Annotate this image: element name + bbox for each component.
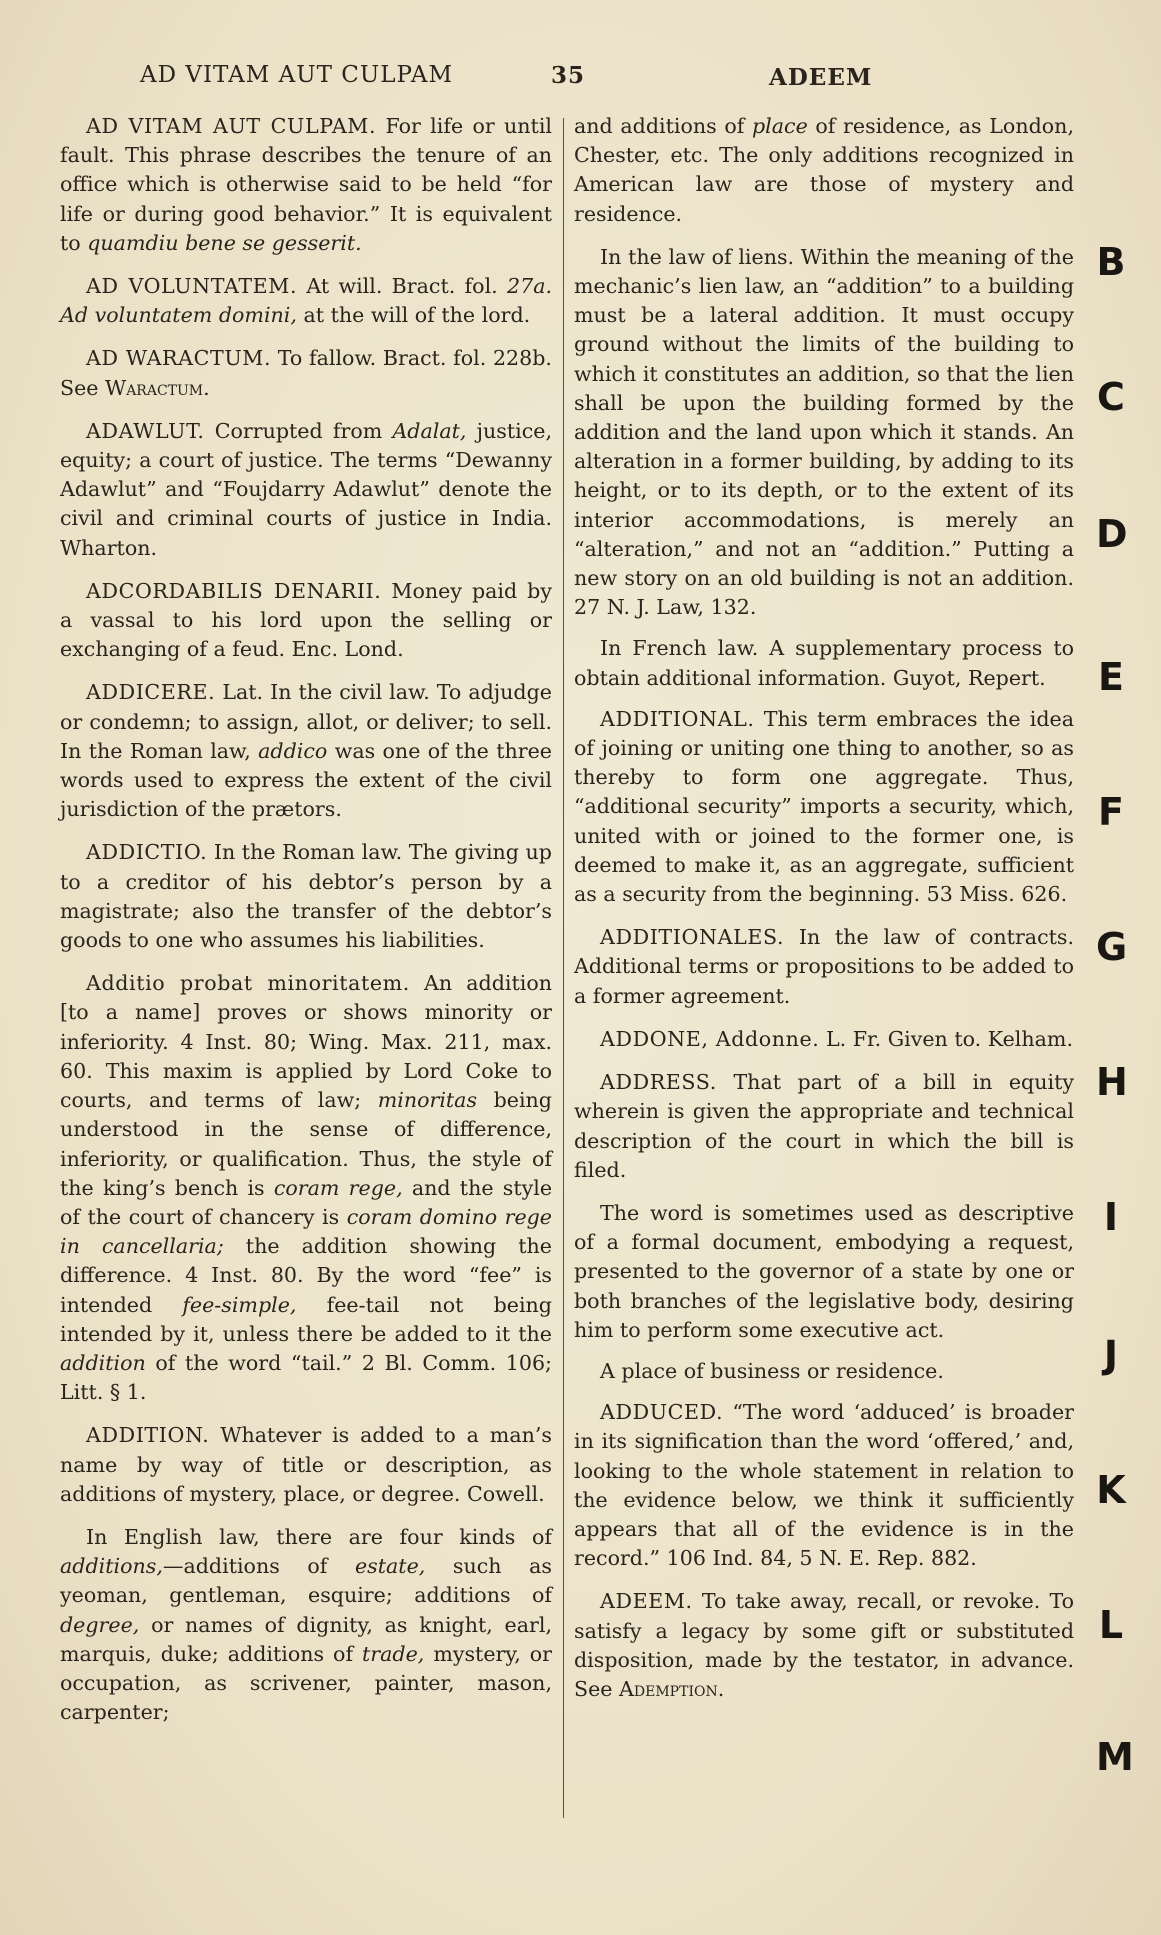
- page-number: 35: [551, 62, 586, 89]
- entry-headword: ADDITIONALES.: [600, 925, 785, 950]
- entry-headword: ADAWLUT.: [86, 418, 205, 443]
- entry-headword: ADCORDABILIS DENARII.: [86, 578, 382, 603]
- entry-text: and additions of: [574, 114, 752, 138]
- entry-headword: ADDITION.: [86, 1423, 210, 1448]
- italic-text: estate,: [355, 1554, 426, 1579]
- italic-text: coram domino rege in cancellaria;: [60, 1204, 552, 1259]
- italic-text: degree,: [60, 1612, 140, 1637]
- entry-text: To fallow. Bract. fol. 228b. See: [60, 346, 552, 400]
- entry-headword: ADDITIONAL.: [600, 706, 755, 731]
- dictionary-entry: [60, 344, 552, 402]
- entry-text: mystery, or occupation, as scrivener, painter, mason, carpenter;: [60, 1641, 552, 1725]
- entry-text: An addition [to a name] proves or shows minority or inferiority. 4 Inst. 80; Wing. Max. 211, max. 60. This maxim is applied by Lord Coke to courts, and terms of law;: [60, 971, 553, 1113]
- entry-headword: ADDONE, Addonne.: [600, 1026, 820, 1051]
- dictionary-entry: [60, 112, 552, 258]
- thumb-index-letter[interactable]: F: [1098, 790, 1124, 834]
- header-left-guide-word: AD VITAM AUT CULPAM: [140, 62, 454, 88]
- entry-text: —additions of: [162, 1554, 355, 1579]
- entry-paragraph: [574, 112, 1074, 229]
- entry-text: In the Roman law. The giving up to a creditor of his debtor’s person by a magistrate; also the transfer of the debtor’s goods to one who assumes his liabilities.: [60, 840, 552, 953]
- entry-text: At will. Bract. fol.: [297, 274, 507, 299]
- entry-text: of the word “tail.” 2 Bl. Comm. 106; Litt. § 1.: [60, 1350, 552, 1405]
- italic-text: quamdiu bene se gesserit.: [87, 230, 362, 255]
- entry-text: Lat. In the civil law. To adjudge or condemn; to assign, allot, or deliver; to sell. In the Roman law,: [60, 680, 552, 763]
- right-column: [574, 112, 1074, 1718]
- entry-text: L. Fr. Given to. Kelham.: [819, 1026, 1073, 1051]
- entry-text: To take away, recall, or revoke. To satisfy a legacy by some gift or substituted disposition, made by the testator, in advance. See: [574, 1589, 1074, 1701]
- entry-text: Money paid by a vassal to his lord upon the selling or exchanging of a feud. Enc. Lond.: [60, 578, 552, 662]
- italic-text: minoritas: [377, 1088, 478, 1113]
- entry-text: Corrupted from: [204, 418, 393, 443]
- italic-text: Adalat,: [392, 418, 467, 443]
- entry-text: fee-tail not being intended by it, unless there be added to it the: [60, 1292, 552, 1346]
- entry-headword: AD WARACTUM.: [86, 346, 272, 371]
- thumb-index-letter[interactable]: E: [1098, 655, 1124, 699]
- entry-text: the addition showing the difference. 4 Inst. 80. By the word “fee” is intended: [60, 1234, 552, 1317]
- italic-text: trade,: [362, 1641, 425, 1666]
- italic-text: place: [751, 114, 808, 138]
- running-head: [0, 58, 1161, 98]
- entry-text: being understood in the sense of difference, inferiority, or qualification. Thus, the style of the king’s bench is: [60, 1088, 552, 1200]
- entry-text: of residence, as London, Chester, etc. The only additions recognized in American law are those of mystery and residence.: [574, 114, 1074, 226]
- thumb-index-letter[interactable]: M: [1096, 1735, 1134, 1779]
- entry-headword: ADDUCED.: [600, 1400, 724, 1425]
- entry-text: A place of business or residence.: [600, 1358, 944, 1383]
- dictionary-entry: [574, 1587, 1074, 1704]
- dictionary-entry: [574, 1025, 1074, 1054]
- entry-paragraph: [574, 1199, 1074, 1345]
- entry-text: such as yeoman, gentleman, esquire; additions of: [60, 1554, 552, 1608]
- thumb-index-letter[interactable]: D: [1096, 512, 1128, 556]
- cross-reference: Waractum.: [105, 375, 210, 400]
- entry-text: In English law, there are four kinds of: [86, 1524, 552, 1549]
- entry-paragraph: [574, 243, 1074, 623]
- entry-text: and the style of the court of chancery is: [60, 1175, 553, 1229]
- entry-headword: ADDICERE.: [86, 680, 216, 705]
- entry-headword: AD VITAM AUT CULPAM.: [86, 114, 377, 138]
- entry-text: justice, equity; a court of justice. The terms “Dewanny Adawlut” and “Foujdarry Adawlut” denote the civil and criminal courts of justice in India. Wharton.: [60, 418, 552, 560]
- thumb-index-letter[interactable]: G: [1096, 925, 1128, 969]
- entry-text: at the will of the lord.: [296, 303, 531, 328]
- entry-headword: Additio probat minoritatem.: [86, 971, 410, 996]
- entry-headword: ADDRESS.: [600, 1070, 717, 1095]
- italic-text: 27a.: [506, 274, 553, 299]
- italic-text: additions,: [60, 1554, 163, 1579]
- cross-reference: Ademption.: [619, 1676, 725, 1701]
- entry-text: The word is sometimes used as descriptive of a formal document, embodying a request, presented to the governor of a state by one or both branches of the legislative body, desiring him to perform some executive act.: [574, 1200, 1074, 1342]
- header-right-guide-word: ADEEM: [769, 64, 873, 91]
- column-divider: [563, 118, 564, 1818]
- dictionary-entry: [60, 678, 552, 824]
- italic-text: coram rege,: [273, 1175, 403, 1200]
- entry-paragraph: [60, 1523, 552, 1727]
- dictionary-entry: [60, 838, 552, 955]
- italic-text: addico: [258, 738, 328, 763]
- entry-text: In French law. A supplementary process to obtain additional information. Guyot, Repert.: [574, 636, 1074, 690]
- entry-text: This term embraces the idea of joining or uniting one thing to another, so as thereby to form one aggregate. Thus, “additional security” imports a security, which, united with or joined to the former one, is deemed to make it, as an aggregate, sufficient as a security from the beginning. 53 Miss. 626.: [574, 706, 1074, 907]
- dictionary-entry: [574, 1068, 1074, 1185]
- dictionary-entry: [574, 1398, 1074, 1573]
- entry-headword: ADEEM.: [600, 1589, 693, 1614]
- thumb-index-letter[interactable]: K: [1096, 1468, 1126, 1512]
- entry-text: That part of a bill in equity wherein is given the appropriate and technical description of the court in which the bill is filed.: [574, 1070, 1074, 1182]
- entry-paragraph: [574, 1357, 1074, 1386]
- thumb-index-letter[interactable]: I: [1103, 1195, 1119, 1239]
- entry-text: “The word ‘adduced’ is broader in its signification than the word ‘offered,’ and, looking to the whole statement in relation to the evidence below, we think it sufficiently appears that all of the evidence is in the record.” 106 Ind. 84, 5 N. E. Rep. 882.: [574, 1400, 1074, 1571]
- entry-text: or names of dignity, as knight, earl, marquis, duke; additions of: [60, 1612, 552, 1666]
- thumb-index-letter[interactable]: J: [1103, 1333, 1119, 1377]
- thumb-index-letter[interactable]: L: [1098, 1603, 1124, 1647]
- dictionary-entry: [60, 272, 552, 330]
- dictionary-entry: [60, 1421, 552, 1509]
- dictionary-entry: [60, 577, 552, 665]
- entry-text: Whatever is added to a man’s name by way of title or description, as additions of mystery, place, or degree. Cowell.: [60, 1423, 552, 1506]
- thumb-index-letter[interactable]: H: [1096, 1060, 1128, 1104]
- entry-paragraph: [574, 634, 1074, 692]
- entry-text: In the law of contracts. Additional terms or propositions to be added to a former agreement.: [574, 925, 1074, 1008]
- entry-text: was one of the three words used to express the extent of the civil jurisdiction of the prætors.: [60, 738, 552, 822]
- left-column: [60, 112, 552, 1739]
- entry-text: In the law of liens. Within the meaning of the mechanic’s lien law, an “addition” to a building must be a lateral addition. It must occupy ground without the limits of the building to which it constitutes an addition, so that the lien shall be upon the building formed by the addition and the land upon which it stands. An alteration in a former building, by adding to its height, or to its depth, or to the extent of its interior accommodations, is merely an “alteration,” and not an “addition.” Putting a new story on an old building is not an addition. 27 N. J. Law, 132.: [574, 244, 1074, 620]
- thumb-index-letter[interactable]: B: [1096, 240, 1126, 284]
- entry-text: For life or until fault. This phrase describes the tenure of an office which is otherwise said to be held “for life or during good behavior.” It is equivalent to: [60, 114, 552, 255]
- italic-text: addition: [60, 1350, 146, 1375]
- dictionary-entry: [60, 417, 552, 563]
- entry-headword: AD VOLUNTATEM.: [86, 274, 298, 299]
- entry-headword: ADDICTIO.: [86, 840, 208, 865]
- italic-text: Ad voluntatem domini,: [60, 303, 297, 328]
- dictionary-entry: [60, 969, 552, 1407]
- thumb-index-letter[interactable]: C: [1097, 375, 1125, 419]
- dictionary-entry: [574, 923, 1074, 1011]
- italic-text: fee-simple,: [182, 1292, 297, 1317]
- dictionary-entry: [574, 705, 1074, 909]
